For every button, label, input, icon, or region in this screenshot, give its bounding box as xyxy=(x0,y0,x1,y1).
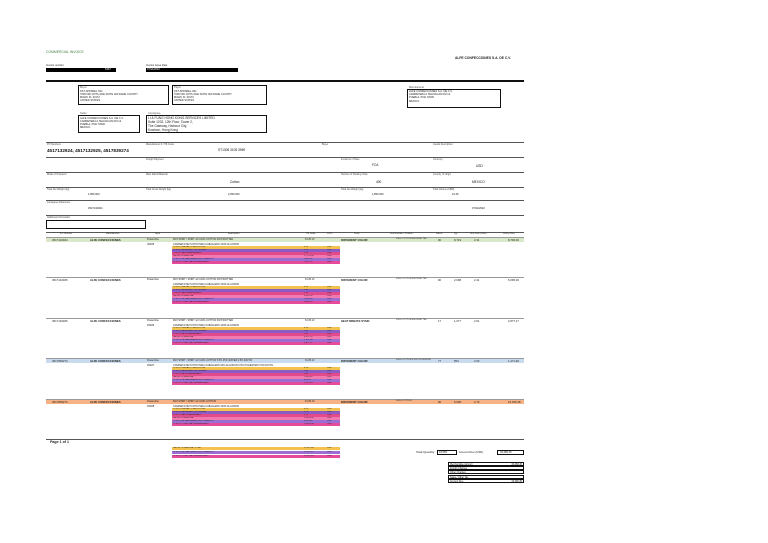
row-cost: 15,330.38 xyxy=(508,400,521,404)
table-header-cell: Style xyxy=(155,233,161,235)
amount-due-label: Amount Due (USD) xyxy=(459,450,484,454)
cost-band-value: 1,571.00 xyxy=(304,339,313,341)
cost-band-unit: USD xyxy=(327,258,332,260)
total-quantity-label: Total Quantity xyxy=(416,450,435,454)
page-label: Page 1 of 1 xyxy=(50,440,69,444)
cost-band-label: COSTO VALOR AGREGADO xyxy=(173,292,202,294)
row-construction: 100% COTTON KNIT/KNITTED xyxy=(396,238,427,240)
cost-band-value: 2.61 xyxy=(304,330,309,332)
row-construction: 100% COTTON KNIT/KNITTED xyxy=(396,278,427,280)
row-qty: 8,719 xyxy=(454,238,461,242)
cost-band-label: COSTO VALOR AGREGADO xyxy=(173,252,202,254)
manufacturer-label: Manufacturer xyxy=(409,86,425,89)
remarks-label: Additional Information xyxy=(47,216,71,219)
row-qty: 1,077 xyxy=(454,319,461,323)
row-style: Dreamline xyxy=(147,238,159,241)
row-description: MAT SHIRT / SHIRT 1/2 100% COTTON KNIT/KNITTED xyxy=(173,238,234,241)
row-color: DIFFERENT COLOR xyxy=(341,238,368,242)
cost-band-value: 2.73 xyxy=(304,414,309,416)
payer-address-line: MIAMI, FL 33172 xyxy=(174,95,194,99)
row-color: HEAT MINIATE STAIN xyxy=(341,319,370,323)
grid-line-5 xyxy=(46,200,524,201)
row-unit-cost: 2.61 xyxy=(474,319,480,323)
transport-label: Mode of Transport xyxy=(47,173,67,176)
cost-band-value: 8,916.50 xyxy=(304,295,313,297)
row-cost: 1,471.90 xyxy=(508,359,519,363)
cost-band-unit: USD xyxy=(327,420,332,422)
seller-address-line: CARRETERA A TEHUACAN KM 12 xyxy=(80,119,122,123)
row-style-number: 45028 xyxy=(147,405,155,408)
cost-band-value: 878.35 xyxy=(304,379,311,381)
cost-band-unit: USD xyxy=(327,298,332,300)
cost-band xyxy=(172,382,340,385)
manufacturer-address-line: ALFE CONFECCIONES S.A. DE C.V. xyxy=(409,90,453,93)
cost-band-value: 4.25 xyxy=(304,408,309,410)
cost-band-value: 2.31 xyxy=(304,249,309,251)
summary-label: Merchandise Amount xyxy=(450,463,473,466)
row-unit-cost: 2.63 xyxy=(474,359,480,363)
cost-band-value: 2.41 xyxy=(304,289,309,291)
summary-label: Amount Due xyxy=(450,479,464,483)
cost-band-value: 2.63 xyxy=(304,373,309,375)
invoice-date-label: Invoice Issue Date xyxy=(146,64,168,67)
seller-address-line: ALFE CONFECCIONES S.A. DE C.V. xyxy=(80,116,124,120)
summary-label: Other Charges xyxy=(450,471,466,475)
invoice-number-label: Invoice number xyxy=(46,64,64,67)
summary-label: Freight Charges xyxy=(450,467,468,471)
amount-due: 33,480.45 xyxy=(500,451,512,454)
cost-band-unit: USD xyxy=(327,417,332,419)
cost-band-unit: USD xyxy=(327,411,332,413)
row-fabric: 77 xyxy=(438,359,442,363)
total-band-unit: USD xyxy=(327,455,332,457)
gross-weight-value: 2,050.000 xyxy=(228,193,240,196)
cost-band-label: COSTO UNIDAD / PRECIO FOB xyxy=(173,408,206,410)
cost-band-label: COSTO DE MATERIALES EN TRANSITO xyxy=(173,339,214,341)
row-hs-code: 61.05.10 xyxy=(305,319,315,322)
fabric-label: Main Fabric/Material xyxy=(146,173,168,176)
cost-band-value: 4.25 xyxy=(304,367,309,369)
incoterms-label: Incoterms / Place xyxy=(341,158,360,161)
cost-band-value: 8,503.62 xyxy=(304,420,313,422)
cost-band-value: 15,330.38 xyxy=(304,423,314,425)
cost-band-value: 2.31 xyxy=(304,252,309,254)
row-qty: 2,098 xyxy=(454,278,461,282)
row-color: DIFFERENT COLOR xyxy=(341,278,368,282)
summary-value: 33,480.45 xyxy=(511,479,522,483)
cost-band-label: COSTO UNIDAD / PRECIO FOB xyxy=(173,286,206,288)
buyer-address-line: MIAMI, FL 33172 xyxy=(80,95,100,99)
consignee-address-line: Kowloon, Hong Kong xyxy=(148,128,178,132)
table-bottom-line xyxy=(46,439,524,440)
hs-label: Manufacturer # / HS Code xyxy=(146,143,174,146)
cost-band-label: VALOR COMERCIAL xyxy=(173,255,194,257)
currency-label: Currency xyxy=(433,158,443,161)
payer-address-line: UNITED STATES xyxy=(174,99,195,103)
invoice-date: 07/11/2022 xyxy=(147,68,160,72)
seller-address-line: PUEBLA, PUE 72000 xyxy=(80,122,105,126)
consignee-ref-value: 4517132924 xyxy=(88,207,103,210)
row-manufacturer: ALFE CONFECCIONES xyxy=(90,238,121,242)
volume-value: 10.25 xyxy=(452,193,459,196)
total-band-value: 32,441.03 xyxy=(304,455,314,457)
cost-band-unit: USD xyxy=(327,255,332,257)
consignee-label: Consignee xyxy=(148,112,161,115)
goods-label: Goods Description xyxy=(433,143,453,146)
row-cost: 2,877.17 xyxy=(508,319,519,323)
table-header-cell: Fabric xyxy=(436,233,443,235)
cost-band-unit: USD xyxy=(327,373,332,375)
cost-band-unit: USD xyxy=(327,289,332,291)
row-hs-code: 61.05.10 xyxy=(305,278,315,281)
row-description: MAT SHIRT / SHIRT 1/2 100% COTTON KNIT/KNITTED xyxy=(173,278,234,281)
row-fabric: 90 xyxy=(438,238,442,242)
cost-band xyxy=(172,301,340,304)
cost-band-label: COSTO MATERIAL POR UNIDAD xyxy=(173,289,207,291)
row-description-es: CAMISETA DE PUNTO PARA CABALLERO 100% ALGODON xyxy=(173,324,240,327)
summary-row xyxy=(448,479,524,483)
cost-band-value: 5,056.18 xyxy=(304,301,313,303)
cost-band xyxy=(172,261,340,264)
total-net-value: 1,850.000 xyxy=(372,193,384,196)
cost-band-label: COSTO UNIDAD / PRECIO FOB xyxy=(173,246,206,248)
cost-band-unit: USD xyxy=(327,339,332,341)
total-band-label: COSTO DE MATERIALES EN TRANSITO xyxy=(173,451,214,453)
seller-label: Seller xyxy=(80,112,87,115)
row-hs-code: 61.05.10 xyxy=(305,359,315,362)
cost-band-unit: USD xyxy=(327,376,332,378)
fabric-value: Cotton xyxy=(230,180,240,184)
row-po-number: 4517132925 xyxy=(52,278,68,282)
date-value: 07/11/2022 xyxy=(472,207,485,210)
grid-line-2 xyxy=(46,157,524,158)
currency-value: USD xyxy=(476,164,483,168)
table-header-cell: COO xyxy=(327,233,333,235)
consignee-address xyxy=(148,116,215,132)
grid-line-6 xyxy=(46,215,524,216)
seller-address xyxy=(80,117,124,130)
cost-band-unit: USD xyxy=(327,246,332,248)
cost-band-unit: USD xyxy=(327,252,332,254)
po-label: PO Numbers xyxy=(47,143,61,146)
cost-band-label: COSTO DE MATERIALES EN TRANSITO xyxy=(173,298,214,300)
cost-band-unit: USD xyxy=(327,336,332,338)
consignee-address-line: Suite 1202, 12th Floor, Tower 2, xyxy=(148,120,193,124)
cost-band-unit: USD xyxy=(327,382,332,384)
row-po-number: 4517839274 xyxy=(52,400,68,404)
cost-band-unit: USD xyxy=(327,333,332,335)
total-band-unit: USD xyxy=(327,451,332,453)
row-cost: 5,095.00 xyxy=(508,278,519,282)
row-unit-cost: 2.41 xyxy=(474,278,480,282)
row-style: Dreamline xyxy=(147,278,159,281)
summary-label: Sales / Other Tax xyxy=(450,475,469,479)
document-title: COMMERCIAL INVOICE xyxy=(46,50,84,54)
manufacturer-address-line: CARRETERA A TEHUACAN KM 12 xyxy=(409,93,451,97)
row-description-es: CAMISETA DE PUNTO PARA CABALLERO 94% ALGODON 5.5% POLIESTER 0.5% RAYON xyxy=(173,364,273,367)
manufacturer-address-line: MEXICO xyxy=(409,99,420,103)
cost-band-unit: USD xyxy=(327,301,332,303)
packing-label: Number of Packing Units xyxy=(341,173,368,176)
gross-weight-label: Total Gross Weight (kg) xyxy=(146,188,171,191)
cost-band-label: COSTO TOTAL VALOR AGREGADO xyxy=(173,261,210,263)
buyer-ref-label: Buyer xyxy=(322,143,329,146)
row-fabric: 90 xyxy=(438,278,442,282)
cost-band-label: COSTO DE MATERIALES EN TRANSITO xyxy=(173,379,214,381)
cost-band-label: COSTO DE MATERIALES EN TRANSITO xyxy=(173,420,214,422)
manufacturer-address-line: PUEBLA, PUE 72000 xyxy=(409,96,434,100)
hs-value: ST1308 3105 3969 xyxy=(218,148,246,152)
table-header-cell: Qty xyxy=(454,233,458,235)
total-band xyxy=(172,455,340,458)
cost-band-unit: USD xyxy=(327,414,332,416)
seller-address-line: MEXICO xyxy=(80,126,91,130)
row-unit-cost: 2.31 xyxy=(474,238,480,242)
cost-band-label: COSTO TOTAL VALOR AGREGADO xyxy=(173,382,210,384)
invoice-number: 6437 xyxy=(105,68,111,72)
total-band xyxy=(172,447,340,450)
row-qty: 5,608 xyxy=(454,400,461,404)
row-fabric: 17 xyxy=(438,319,442,323)
cost-band-value: 23,834.00 xyxy=(304,417,314,419)
cost-band-label: VALOR COMERCIAL xyxy=(173,417,194,419)
summary-value: 33,480.45 xyxy=(511,463,522,466)
cost-band-label: COSTO VALOR AGREGADO xyxy=(173,373,202,375)
company-name: ALFE CONFECCIONES S.A. DE C.V. xyxy=(455,56,511,60)
volume-label: Total Volume (CBM) xyxy=(433,188,455,191)
row-qty: 553 xyxy=(454,359,459,363)
row-color: DIFFERENT COLOR xyxy=(341,359,368,363)
manufacturer-address xyxy=(409,90,453,103)
cost-band-label: COSTO MATERIAL POR UNIDAD xyxy=(173,249,207,251)
cost-band-unit: USD xyxy=(327,342,332,344)
buyer-address-line: KKT APPAREL INC xyxy=(80,89,103,93)
row-style-number: 45025 xyxy=(147,243,155,246)
origin-label: Country of Origin xyxy=(433,173,452,176)
cost-band-label: VALOR COMERCIAL xyxy=(173,376,194,378)
total-quantity: 18,055 xyxy=(439,451,447,454)
cost-band xyxy=(172,342,340,345)
row-style: Dreamline xyxy=(147,359,159,362)
cost-band-value: 3,994.00 xyxy=(304,258,313,260)
cost-band-value: 7,071.31 xyxy=(304,261,313,263)
row-description: MAT SHIRT / SHIRT 1/2 100% COTTON 5.5% POLYESTER 0.5% RAYON xyxy=(173,359,253,362)
cost-band-label: COSTO MATERIAL POR UNIDAD xyxy=(173,411,207,413)
cost-band-label: VALOR COMERCIAL xyxy=(173,295,194,297)
row-color: DIFFERENT COLOR xyxy=(341,400,368,404)
cost-band-value: 2.73 xyxy=(304,411,309,413)
row-manufacturer: ALFE CONFECCIONES xyxy=(90,278,121,282)
payer-address xyxy=(174,90,232,103)
row-manufacturer: ALFE CONFECCIONES xyxy=(90,400,121,404)
total-band xyxy=(172,451,340,454)
cost-band-unit: USD xyxy=(327,408,332,410)
buyer-address xyxy=(80,90,138,103)
net-weight-value: 1,850.000 xyxy=(88,193,100,196)
row-description-es: CAMISETA DE PUNTO PARA CABALLERO 100% ALGODON xyxy=(173,283,240,286)
total-band-unit: USD xyxy=(327,447,332,449)
total-net-label: Total Net Weight (kg) xyxy=(341,188,364,191)
cost-band-value: 2,877.17 xyxy=(304,342,313,344)
row-fabric: 90 xyxy=(438,400,442,404)
row-cost: 8,706.00 xyxy=(508,238,519,242)
table-header-cell: HS Code xyxy=(306,233,316,235)
cost-band-unit: USD xyxy=(327,327,332,329)
cost-band xyxy=(172,423,340,426)
row-construction: 100% COTTON xyxy=(396,400,412,402)
cost-band-value: 4.25 xyxy=(304,246,309,248)
payer-address-line: KKT APPAREL INC xyxy=(174,89,197,93)
row-construction: 100% COTTON 5.5% POLYESTER xyxy=(396,359,431,361)
row-po-number: 4517839274 xyxy=(52,359,68,363)
total-band-label: VALOR COMERCIAL TOTAL xyxy=(173,447,202,449)
row-manufacturer: ALFE CONFECCIONES xyxy=(90,359,121,363)
table-header-cell: Description xyxy=(228,233,240,235)
origin-value: MEXICO xyxy=(472,180,485,184)
consignee-address-line: LI & FUNG HONG KONG SERVICES LIMITED xyxy=(148,116,215,120)
cost-band-unit: USD xyxy=(327,295,332,297)
cost-band-unit: USD xyxy=(327,379,332,381)
cost-band-value: 2.63 xyxy=(304,370,309,372)
row-style-number: 45027 xyxy=(147,364,155,367)
cost-band-value: 17,741.00 xyxy=(304,255,314,257)
table-header-cell: PO Number xyxy=(60,233,73,235)
cost-band-unit: USD xyxy=(327,423,332,425)
row-description-es: CAMISETA DE PUNTO PARA CABALLERO 100% ALGODON xyxy=(173,243,240,246)
buyer-label: Buyer xyxy=(80,86,87,89)
cost-band-unit: USD xyxy=(327,292,332,294)
row-po-number: 4517132925 xyxy=(52,319,68,323)
cost-band-unit: USD xyxy=(327,261,332,263)
freight-label: Freight Payment xyxy=(146,158,164,161)
cost-band-label: COSTO UNIDAD / PRECIO FOB xyxy=(173,367,206,369)
cost-band-label: COSTO VALOR AGREGADO xyxy=(173,414,202,416)
grid-line-3 xyxy=(46,172,524,173)
cost-band-unit: USD xyxy=(327,286,332,288)
incoterms-value: FCA xyxy=(372,163,379,167)
cost-band-label: COSTO TOTAL VALOR AGREGADO xyxy=(173,423,210,425)
cost-band-unit: USD xyxy=(327,367,332,369)
cost-band-label: COSTO MATERIAL POR UNIDAD xyxy=(173,330,207,332)
cost-band-label: COSTO VALOR AGREGADO xyxy=(173,333,202,335)
table-header-cell: Construction / Product xyxy=(390,233,413,235)
cost-band-label: COSTO UNIDAD / PRECIO FOB xyxy=(173,327,206,329)
table-header-cell: Color xyxy=(354,233,360,235)
payer-label: Payer xyxy=(174,86,181,89)
row-hs-code: 61.05.10 xyxy=(305,238,315,241)
cost-band-unit: USD xyxy=(327,249,332,251)
remarks-box xyxy=(46,220,146,229)
row-description: MAT SHIRT / SHIRT 1/2 100% COTTON xyxy=(173,400,217,403)
row-po-number: 4517132924 xyxy=(52,238,68,242)
cost-band-label: COSTO MATERIAL POR UNIDAD xyxy=(173,370,207,372)
row-construction: 100% COTTON KNIT/KNITTED xyxy=(396,319,427,321)
total-band-label: COSTO TOTAL VALOR AGREGADO xyxy=(173,455,210,457)
table-header-cell: Unit Cost (USD) xyxy=(470,233,487,235)
consignee-ref-label: Consignee Reference xyxy=(47,201,71,204)
cost-band-value: 4.25 xyxy=(304,286,309,288)
cost-band-value: 1,028.00 xyxy=(304,298,313,300)
payer-address-line: 7000 NW 107TH AVE SUITE 400 DADE COUNTY xyxy=(174,92,232,96)
row-description-es: CAMISETA DE PUNTO PARA CABALLERO 100% ALGODON xyxy=(173,405,240,408)
table-header-cell: Cost (USD) xyxy=(503,233,515,235)
cost-band-label: COSTO TOTAL VALOR AGREGADO xyxy=(173,342,210,344)
cost-band-label: COSTO DE MATERIALES EN TRANSITO xyxy=(173,258,214,260)
row-style: Dreamline xyxy=(147,400,159,403)
row-style-number: 45026 xyxy=(147,324,155,327)
cost-band-value: 4.25 xyxy=(304,327,309,329)
packing-value: 400 xyxy=(376,180,382,184)
cost-band-unit: USD xyxy=(327,370,332,372)
po-value: 4517132924, 4517132925, 4517839274 xyxy=(47,148,129,153)
table-header-cell: Manufacturer xyxy=(106,233,120,235)
total-band-value: 15,974.97 xyxy=(304,451,314,453)
cost-band-value: 1,471.90 xyxy=(304,382,313,384)
header-divider xyxy=(46,80,524,82)
consignee-address-line: The Gateway, Harbour City, xyxy=(148,124,188,128)
row-manufacturer: ALFE CONFECCIONES xyxy=(90,319,121,323)
row-unit-cost: 2.73 xyxy=(474,400,480,404)
row-style: Dreamline xyxy=(147,319,159,322)
cost-band-value: 4,577.25 xyxy=(304,336,313,338)
buyer-address-line: UNITED STATES xyxy=(80,99,101,103)
row-hs-code: 61.05.10 xyxy=(305,400,315,403)
buyer-address-line: 7000 NW 107TH AVE SUITE 400 DADE COUNTY xyxy=(80,92,138,96)
cost-band-value: 2.41 xyxy=(304,292,309,294)
row-description: MAT SHIRT / SHIRT 1/2 100% COTTON KNIT/KNITTED xyxy=(173,319,234,322)
cost-band-unit: USD xyxy=(327,330,332,332)
cost-band-label: VALOR COMERCIAL xyxy=(173,336,194,338)
net-weight-label: Total Net Weight (kg) xyxy=(47,188,70,191)
cost-band-value: 2,350.25 xyxy=(304,376,313,378)
cost-band-value: 2.61 xyxy=(304,333,309,335)
cost-band-label: COSTO TOTAL VALOR AGREGADO xyxy=(173,301,210,303)
total-band-value: 57,419.00 xyxy=(304,447,314,449)
